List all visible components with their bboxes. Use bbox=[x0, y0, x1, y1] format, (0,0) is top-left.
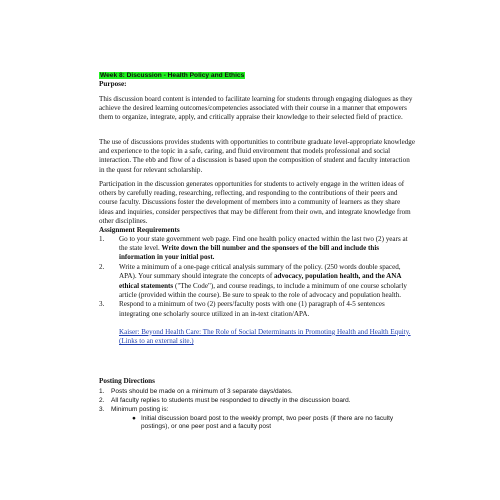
posting-item-3-number: 3. bbox=[99, 406, 105, 413]
purpose-paragraph-1-block bbox=[99, 95, 415, 123]
assignment-heading: Assignment Requirements bbox=[99, 226, 180, 234]
purpose-paragraph-2: The use of discussions provides students with opportunities to contribute graduate level-appropriate knowledge and experience to the topic in a safe, caring, and fluid environment that models professional and social interaction. The ebb and flow of a discussion is based upon the composition of student and faculty interaction in the quest for relevant scholarship. bbox=[99, 138, 415, 174]
posting-bullet-item bbox=[99, 415, 415, 432]
posting-item-1 bbox=[99, 387, 415, 396]
posting-item-1-text: Posts should be made on a minimum of 3 separate days/dates. bbox=[111, 388, 293, 395]
assignment-item-1-text: Go to your state government web page. Find one health policy enacted within the last two (2) years at the state level. bbox=[119, 235, 408, 253]
posting-item-2-number: 2. bbox=[99, 397, 105, 404]
posting-item-2-text: All faculty replies to students must be responded to directly in the discussion board. bbox=[111, 397, 351, 404]
posting-list bbox=[99, 387, 415, 431]
assignment-item-2 bbox=[99, 263, 415, 300]
assignment-item-1-bold: Write down the bill number and the sponsors of the bill and include this information in your initial post. bbox=[119, 244, 380, 262]
purpose-paragraph-3: Participation in the discussion generates opportunities for students to actively engage in the written ideas of others by carefully reading, researching, reflecting, and responding to the contributions of their peers and course faculty. Discussions foster the development of members into a community of learners as they share ideas and inquiries, consider perspectives that may be different from their own, and integrate knowledge from other disciplines. bbox=[99, 180, 411, 225]
assignment-item-3 bbox=[99, 300, 415, 318]
document-title: Week 8: Discussion - Health Policy and Ethics bbox=[100, 72, 245, 79]
purpose-paragraph-3-block bbox=[99, 180, 415, 226]
assignment-heading-block bbox=[99, 226, 415, 235]
assignment-item-2-number: 2. bbox=[99, 263, 105, 272]
posting-item-1-number: 1. bbox=[99, 388, 105, 395]
purpose-paragraph-2-block bbox=[99, 138, 415, 175]
assignment-item-3-number: 3. bbox=[99, 300, 105, 309]
posting-item-2 bbox=[99, 396, 415, 405]
purpose-section bbox=[99, 80, 415, 89]
posting-item-3-text: Minimum posting is: bbox=[111, 406, 169, 413]
assignment-item-1-number: 1. bbox=[99, 235, 105, 243]
kaiser-external-link[interactable]: Kaiser: Beyond Health Care: The Role of Social Determinants in Promoting Health and Health Equity. (Links to an external site.) bbox=[119, 327, 411, 346]
purpose-paragraph-1: This discussion board content is intended to facilitate learning for students through engaging dialogues as they achieve the desired learning outcomes/competencies associated with their course in a manner that empowers them to organize, integrate, apply, and critically appraise their knowledge to their selected field of practice. bbox=[99, 95, 413, 122]
posting-bullet-text: Initial discussion board post to the weekly prompt, two peer posts (if there are no faculty postings), or one peer post and a faculty post bbox=[141, 414, 394, 430]
assignment-item-1 bbox=[99, 235, 415, 263]
assignment-list bbox=[99, 235, 415, 346]
kaiser-link-row bbox=[99, 328, 415, 346]
assignment-item-2-bold: advocacy, population health, and the ANA ethical statements bbox=[119, 272, 402, 290]
assignment-item-2-text-c: ("The Code"), and course readings, to include a minimum of one course scholarly article (provided within the course). Be sure to speak to the role of advocacy and population health. bbox=[119, 281, 407, 299]
bullet-dot-icon: ● bbox=[132, 414, 136, 422]
purpose-heading: Purpose: bbox=[99, 80, 127, 88]
assignment-item-2-text-a: Write a minimum of a one-page critical analysis summary of the policy. (250 words double spaced, APA). Your summary should integrate the concepts of bbox=[119, 263, 401, 281]
posting-heading-block bbox=[99, 377, 415, 386]
posting-item-3 bbox=[99, 405, 415, 414]
assignment-item-3-text: Respond to a minimum of two (2) peers/faculty posts with one (1) paragraph of 4-5 sentences integrating one scholarly source utilized in an in-text citation/APA. bbox=[119, 300, 385, 318]
posting-heading: Posting Directions bbox=[99, 377, 155, 385]
